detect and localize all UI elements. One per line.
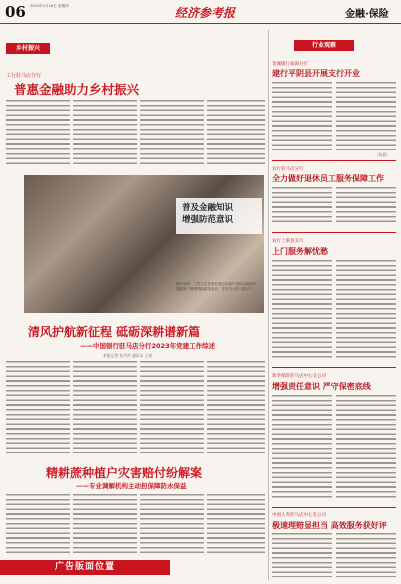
third-subhead: ——专业调解机构主动担保障防水保益	[76, 482, 187, 490]
photo-overlay-line-2: 增强防范意识	[182, 215, 234, 225]
issue-date: 2024年1月18日 星期四	[30, 4, 69, 8]
right-mid1-headline[interactable]: 全力做好退休员工服务保障工作	[272, 173, 384, 183]
lead-headline[interactable]: 普惠金融助力乡村振兴	[14, 82, 140, 97]
right-low-kicker: 新华保险驻马店中心支公司	[272, 374, 326, 379]
second-byline: 本报记者 张丹丹 通讯员 王成	[103, 353, 153, 358]
second-text-col-2	[73, 361, 137, 453]
photo-overlay-line-1: 普及金融知识	[182, 203, 234, 213]
lead-kicker: 工行驻马店分行	[6, 73, 42, 79]
right-low-text-col-2	[336, 395, 396, 500]
right-low-text-col-1	[272, 395, 332, 500]
second-text-col-1	[6, 361, 70, 453]
lead-text-col-1	[6, 100, 70, 166]
photo-overlay-box	[176, 198, 262, 234]
right-mid2-text-col-2	[336, 260, 396, 358]
right-mid1-kicker: 农行驻马店分行	[272, 167, 304, 172]
lead-text-col-3	[140, 100, 204, 166]
right-top-text-col-2	[336, 82, 396, 150]
right-bottom-text-col-2	[336, 533, 396, 577]
column-divider	[268, 30, 269, 580]
right-rule-4	[272, 507, 396, 508]
lead-text-col-4	[207, 100, 265, 166]
second-text-col-4	[207, 361, 265, 453]
second-text-col-3	[140, 361, 204, 453]
third-text-col-4	[207, 494, 265, 556]
right-bottom-headline[interactable]: 极速理赔显担当 高效服务获好评	[272, 520, 387, 530]
right-bottom-text-col-1	[272, 533, 332, 577]
third-text-col-1	[6, 494, 70, 556]
right-mid1-text-col-1	[272, 187, 332, 225]
section-title: 金融·保险	[345, 9, 389, 20]
lead-text-col-2	[73, 100, 137, 166]
right-top-headline[interactable]: 建行平阴县开展支行开业	[272, 68, 360, 78]
right-top-text-col-1	[272, 82, 332, 150]
right-top-note: （陈晨）	[375, 152, 391, 157]
right-top-kicker: 金城银行威海分行	[272, 62, 308, 67]
page-number: 06	[5, 3, 26, 21]
right-mid2-text-col-1	[272, 260, 332, 358]
tag-rural: 乡村振兴	[6, 43, 50, 54]
second-headline[interactable]: 清风护航新征程 砥砺深耕谱新篇	[28, 325, 201, 339]
right-bottom-kicker: 中国人寿驻马店中心支公司	[272, 513, 326, 518]
news-photo	[24, 175, 264, 313]
right-rule-3	[272, 367, 396, 368]
right-rule-1	[272, 160, 396, 161]
right-rule-2	[272, 232, 396, 233]
newspaper-brand: 经济参考报	[175, 6, 236, 20]
right-mid2-kicker: 农行上蔡县支行	[272, 239, 304, 244]
photo-caption: 图片说明：工作人员在营业网点向客户宣传金融知识，提醒客户增强风险防范意识，守好自己的“钱袋子”。	[176, 282, 260, 291]
second-subhead: ——中国银行驻马店分行2023年党建工作综述	[80, 342, 216, 350]
advertisement-banner[interactable]: 广告版面位置	[0, 560, 170, 575]
right-low-headline[interactable]: 增强责任意识 严守保密底线	[272, 381, 371, 391]
third-text-col-2	[73, 494, 137, 556]
tag-industry: 行业观察	[294, 40, 354, 51]
right-mid1-text-col-2	[336, 187, 396, 225]
third-text-col-3	[140, 494, 204, 556]
third-headline[interactable]: 精耕蔗种植户灾害赔付纷解案	[46, 466, 203, 480]
right-mid2-headline[interactable]: 上门服务解忧愁	[272, 246, 328, 256]
